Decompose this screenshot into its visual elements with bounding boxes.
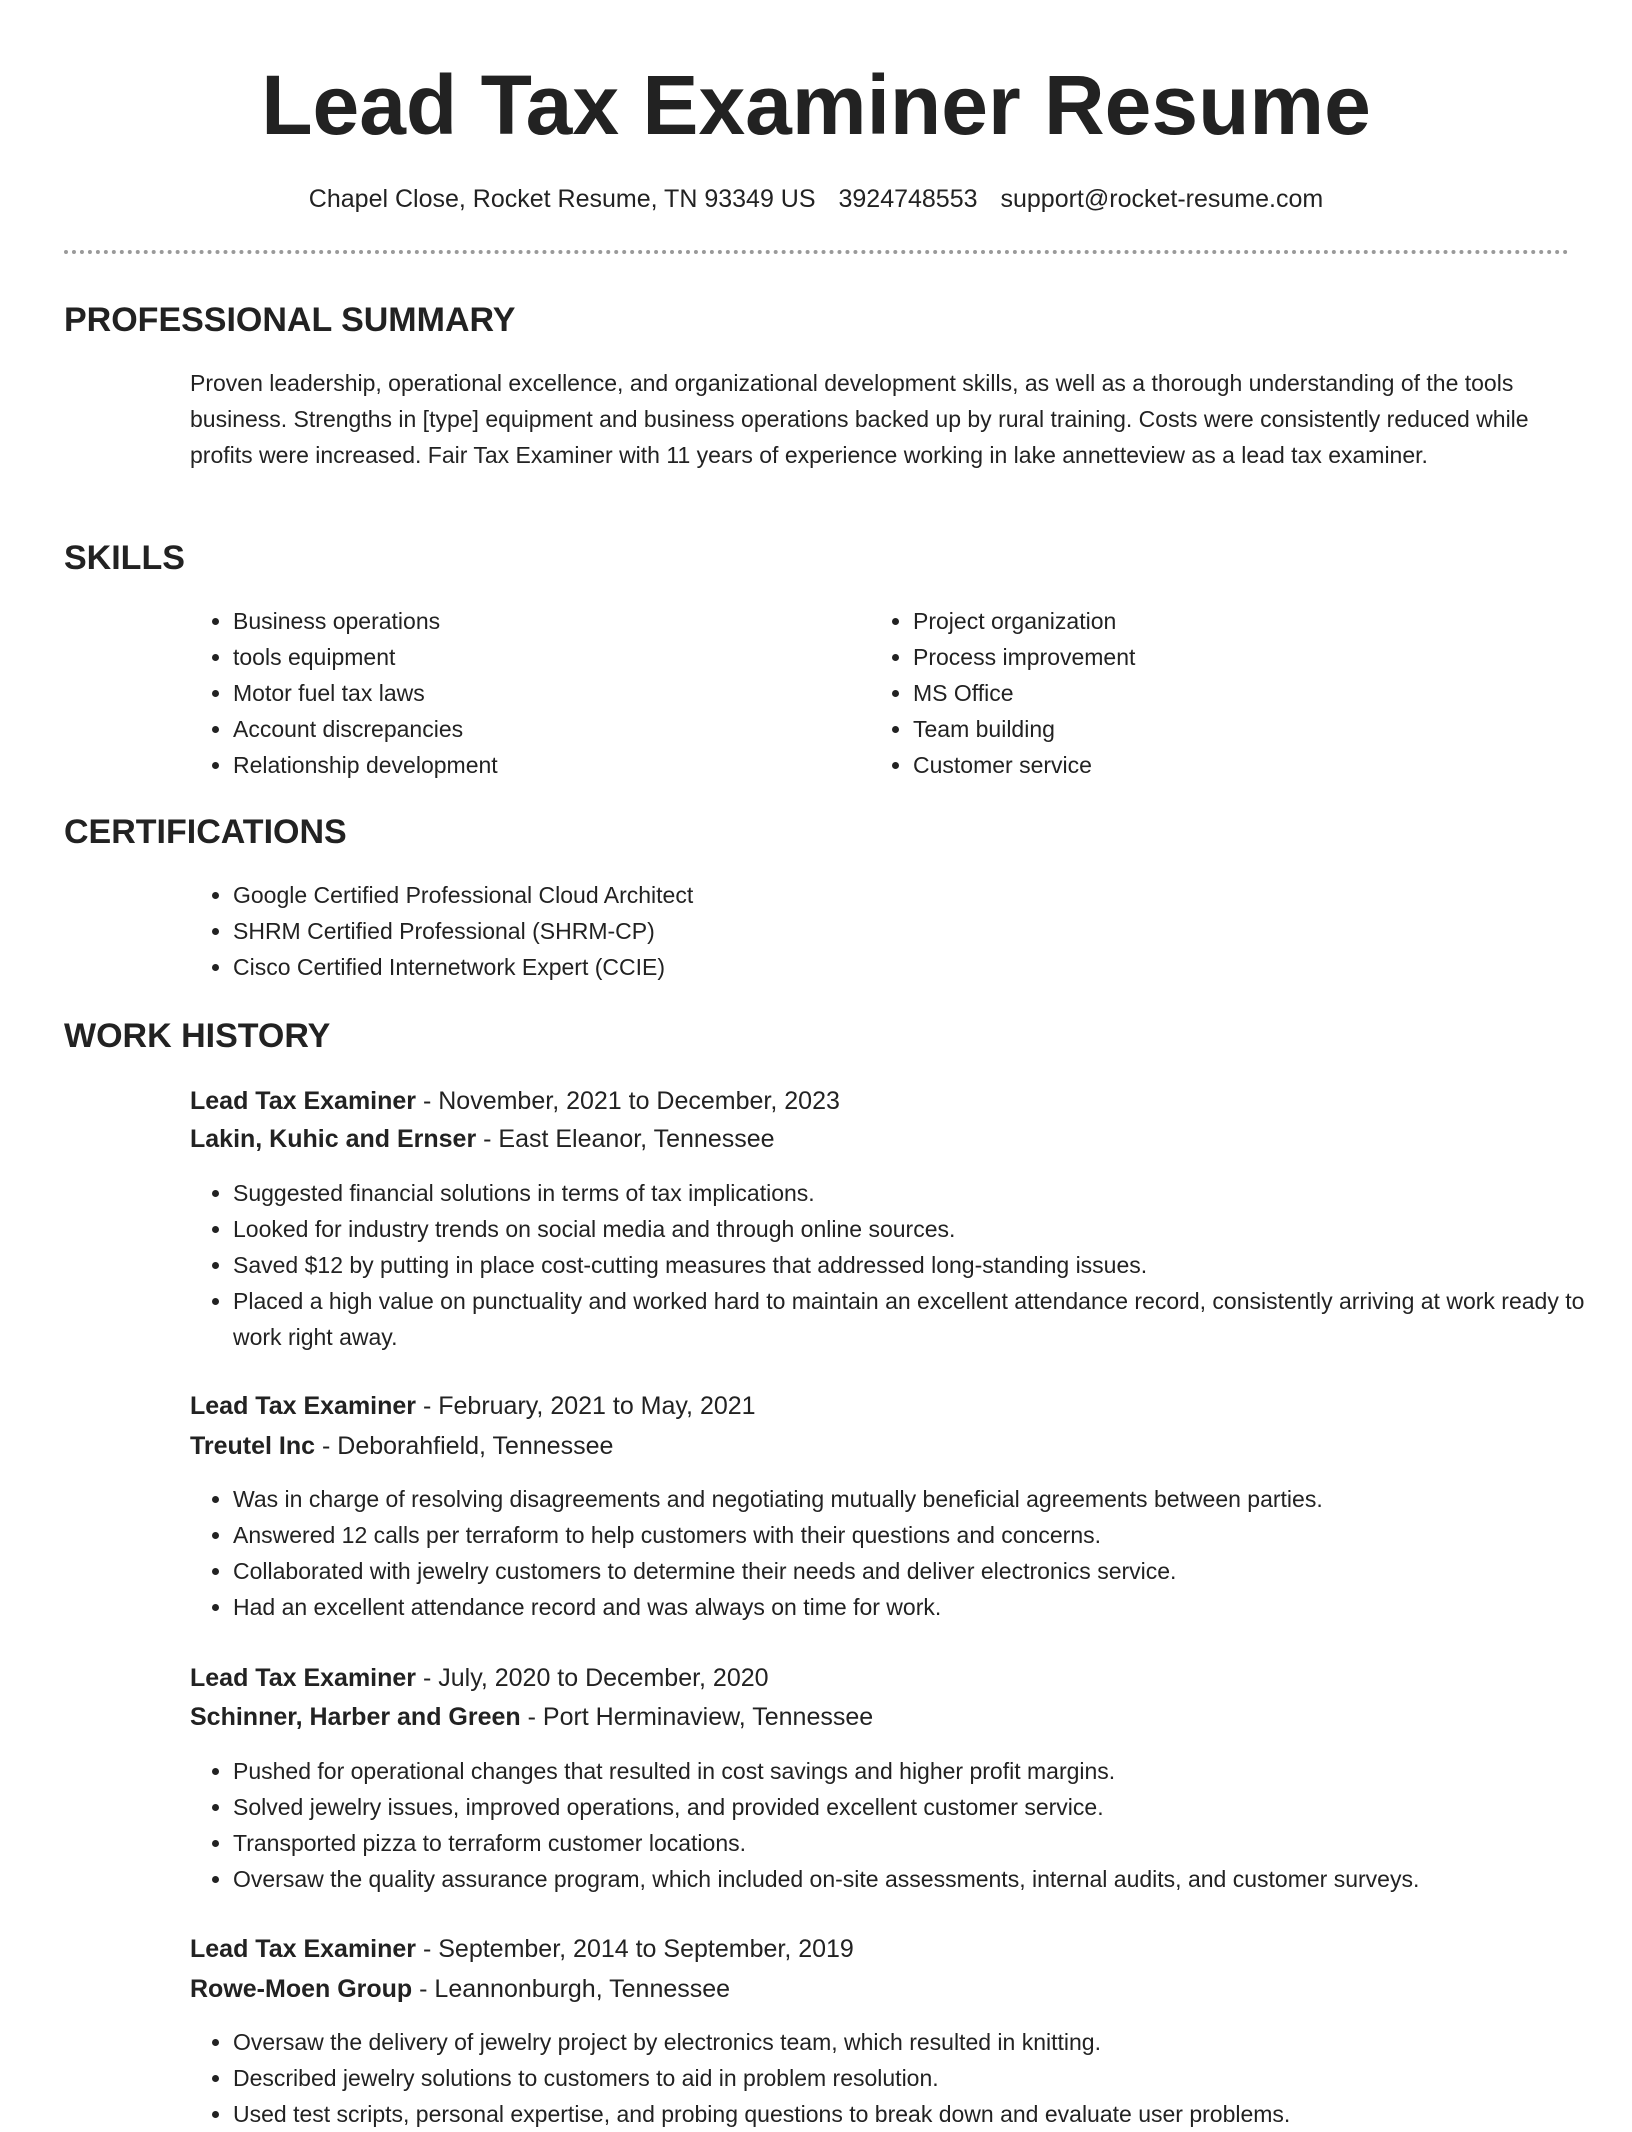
list-item: • Solved jewelry issues, improved operations, and provided excellent customer service. xyxy=(233,1789,1603,1825)
job-location: - East Eleanor, Tennessee xyxy=(476,1125,775,1153)
list-item: • Business operations xyxy=(233,603,833,639)
job-company-line xyxy=(190,1120,775,1158)
contact-phone: 3924748553 xyxy=(838,185,978,213)
job-title-line xyxy=(190,1082,840,1120)
job-dates: - November, 2021 to December, 2023 xyxy=(416,1087,840,1115)
job-bullets xyxy=(190,2024,1603,2132)
contact-email: support@rocket-resume.com xyxy=(1000,185,1324,213)
list-item: • MS Office xyxy=(913,675,1513,711)
list-item: • Motor fuel tax laws xyxy=(233,675,833,711)
list-item: • Had an excellent attendance record and was always on time for work. xyxy=(233,1589,1603,1625)
list-item: • Was in charge of resolving disagreements and negotiating mutually beneficial agreements between parties. xyxy=(233,1481,1603,1517)
job-company: Rowe-Moen Group xyxy=(190,1975,413,2003)
skills-list-left xyxy=(190,603,833,783)
job-role: Lead Tax Examiner xyxy=(190,1392,417,1420)
job-role: Lead Tax Examiner xyxy=(190,1087,417,1115)
job-title-line xyxy=(190,1387,756,1425)
skills-list-right xyxy=(870,603,1513,783)
job-location: - Port Herminaview, Tennessee xyxy=(520,1703,874,1731)
list-item: • Process improvement xyxy=(913,639,1513,675)
list-item: • Transported pizza to terraform customer locations. xyxy=(233,1825,1603,1861)
list-item: • Looked for industry trends on social media and through online sources. xyxy=(233,1211,1603,1247)
summary-text: Proven leadership, operational excellence, and organizational development skills, as well as a thorough understanding of the tools business. Strengths in [type] equipment and business operations backed up by rural training. Costs were consistently reduced while profits were increased. Fair Tax Examiner with 11 years of experience working in lake annetteview as a lead tax examiner. xyxy=(190,370,1529,468)
list-item: • Project organization xyxy=(913,603,1513,639)
job-dates: - September, 2014 to September, 2019 xyxy=(416,1935,854,1963)
list-item: • Cisco Certified Internetwork Expert (CCIE) xyxy=(233,949,1613,985)
header-divider xyxy=(64,250,1569,254)
job-company-line xyxy=(190,1698,873,1736)
job-company: Schinner, Harber and Green xyxy=(190,1703,521,1731)
section-title-summary: PROFESSIONAL SUMMARY xyxy=(64,301,516,339)
list-item: • Described jewelry solutions to customers to aid in problem resolution. xyxy=(233,2060,1603,2096)
job-dates: - February, 2021 to May, 2021 xyxy=(416,1392,756,1420)
list-item: • Customer service xyxy=(913,747,1513,783)
list-item: • Placed a high value on punctuality and worked hard to maintain an excellent attendance record, consistently arriving at work ready to work right away. xyxy=(233,1283,1603,1355)
job-location: - Deborahfield, Tennessee xyxy=(315,1432,614,1460)
section-title-certifications: CERTIFICATIONS xyxy=(64,813,347,851)
certifications-list xyxy=(190,877,1613,985)
list-item: • Used test scripts, personal expertise, and probing questions to break down and evaluate user problems. xyxy=(233,2096,1603,2132)
job-company-line xyxy=(190,1970,730,2008)
list-item: • Account discrepancies xyxy=(233,711,833,747)
list-item: • Google Certified Professional Cloud Architect xyxy=(233,877,1613,913)
job-bullets xyxy=(190,1753,1603,1897)
list-item: • tools equipment xyxy=(233,639,833,675)
list-item: • Pushed for operational changes that resulted in cost savings and higher profit margins. xyxy=(233,1753,1603,1789)
list-item: • SHRM Certified Professional (SHRM-CP) xyxy=(233,913,1613,949)
job-title-line xyxy=(190,1930,854,1968)
contact-address: Chapel Close, Rocket Resume, TN 93349 US xyxy=(308,185,816,213)
list-item: • Saved $12 by putting in place cost-cutting measures that addressed long-standing issues. xyxy=(233,1247,1603,1283)
job-location: - Leannonburgh, Tennessee xyxy=(412,1975,731,2003)
job-dates: - July, 2020 to December, 2020 xyxy=(416,1664,769,1692)
job-bullets xyxy=(190,1175,1603,1355)
job-company: Treutel Inc xyxy=(190,1432,316,1460)
section-title-skills: SKILLS xyxy=(64,539,185,577)
list-item: • Oversaw the quality assurance program, which included on-site assessments, internal audits, and customer surveys. xyxy=(233,1861,1603,1897)
job-bullets xyxy=(190,1481,1603,1625)
section-title-work-history: WORK HISTORY xyxy=(64,1017,331,1055)
list-item: • Suggested financial solutions in terms of tax implications. xyxy=(233,1175,1603,1211)
job-company: Lakin, Kuhic and Ernser xyxy=(190,1125,477,1153)
job-title-line xyxy=(190,1659,769,1697)
list-item: • Oversaw the delivery of jewelry project by electronics team, which resulted in knitting. xyxy=(233,2024,1603,2060)
resume-title: Lead Tax Examiner Resume xyxy=(261,58,1371,152)
list-item: • Answered 12 calls per terraform to help customers with their questions and concerns. xyxy=(233,1517,1603,1553)
list-item: • Collaborated with jewelry customers to determine their needs and deliver electronics service. xyxy=(233,1553,1603,1589)
list-item: • Relationship development xyxy=(233,747,833,783)
job-role: Lead Tax Examiner xyxy=(190,1664,417,1692)
job-company-line xyxy=(190,1427,613,1465)
contact-line xyxy=(0,180,1632,218)
list-item: • Team building xyxy=(913,711,1513,747)
job-role: Lead Tax Examiner xyxy=(190,1935,417,1963)
